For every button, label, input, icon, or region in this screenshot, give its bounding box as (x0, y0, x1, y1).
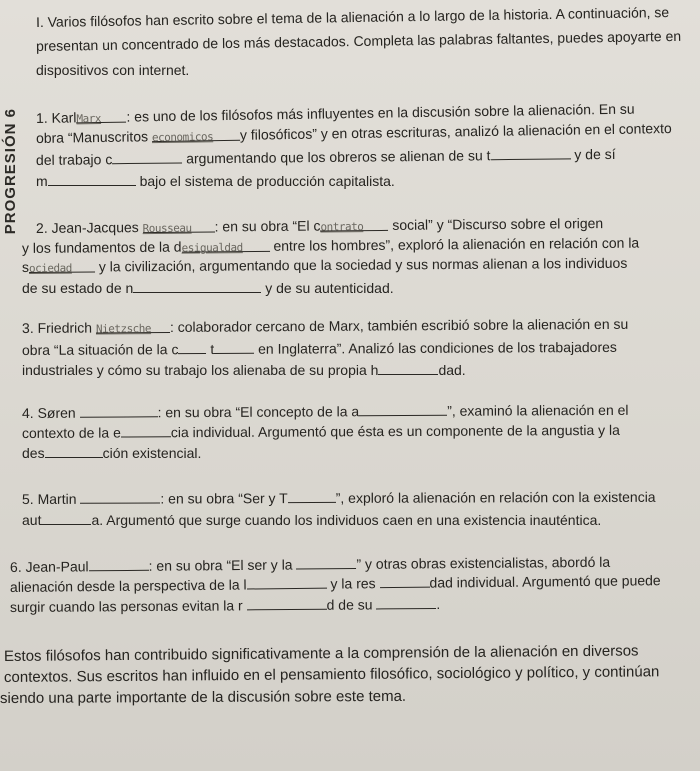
blank-field[interactable] (89, 557, 149, 572)
item-6-line-1: 6. Jean-Paul : en su obra “El ser y la ” y otras obras existencialistas, abordó la (9, 553, 611, 575)
intro-line-1: I. Varios filósofos han escrito sobre el tema de la alienación a lo largo de la historia. A continuación, se (35, 4, 670, 30)
closing-line-3: siendo una parte importante de la discusión sobre este tema. (0, 687, 407, 707)
item-4-line-3: des ción existencial. (22, 445, 202, 461)
item-4-line-2: contexto de la e cia individual. Argumentó que ésta es un componente de la angustia y la (21, 421, 620, 441)
item-3-line-1: 3. Friedrich Nietzsche : colaborador cercano de Marx, también escribió sobre la alienación en su (21, 315, 629, 336)
item-2-line-1: 2. Jean-Jacques Rousseau : en su obra “El contrato social” y “Discurso sobre el origen (35, 215, 604, 236)
item-2-line-2: y los fundamentos de la desigualdad entre los hombres”, exploró la alienación en relación con la (21, 234, 640, 256)
blank-field[interactable] (80, 490, 160, 504)
item-2-line-3: sociedad y la civilización, argumentando que la sociedad y sus normas alienan a los individuos (21, 254, 628, 275)
blank-field[interactable] (296, 555, 356, 570)
blank-field[interactable] (178, 340, 206, 354)
blank-field[interactable] (490, 145, 570, 160)
blank-field[interactable] (45, 444, 103, 458)
blank-field[interactable] (320, 217, 388, 232)
item-4-line-1: 4. Søren : en su obra “El concepto de la a ”, examinó la alienación en el (21, 401, 629, 421)
blank-field[interactable] (41, 511, 91, 525)
handwritten-answer: economicos (151, 130, 214, 145)
item-1-line-1: 1. KarlMarx : es uno de los filósofos más influyentes en la discusión sobre la alienación. En su (35, 100, 635, 126)
blank-field[interactable] (48, 172, 136, 186)
blank-field[interactable] (96, 319, 170, 334)
item-2-line-4: de su estado de n y de su autenticidad. (22, 280, 394, 296)
blank-field[interactable] (181, 238, 269, 253)
handwritten-answer: Marx (76, 111, 102, 126)
blank-field[interactable] (151, 127, 240, 145)
blank-field[interactable] (80, 403, 158, 417)
item-5-line-2: aut a. Argumentó que surge cuando los individuos caen en una existencia inauténtica. (22, 512, 602, 528)
handwritten-answer: Nietzsche (95, 322, 152, 336)
closing-line-2: contextos. Sus escritos han influido en el pensamiento filosófico, sociológico y político, y continúan (3, 663, 660, 686)
item-6-line-3: surgir cuando las personas evitan la r d de su . (9, 595, 441, 615)
blank-field[interactable] (359, 402, 447, 416)
item-1-line-2: obra “Manuscritos economicos y filosóficos” y en otras escrituras, analizó la alienación en el contexto (35, 120, 672, 146)
item-1-line-3: del trabajo c argumentando que los obreros se alienan de su t y de sí (35, 145, 616, 168)
item-6-line-2: alienación desde la perspectiva de la l y la res dad individual. Argumentó que puede (9, 572, 661, 595)
intro-line-2: presentan un concentrado de los más destacados. Completa las palabras faltantes, puedes apoyarte en (35, 27, 682, 54)
handwritten-answer: esigualdad (181, 241, 243, 255)
item-1-line-4: m bajo el sistema de producción capitalista. (36, 173, 395, 189)
section-label: PROGRESIÓN 6 (2, 108, 19, 235)
blank-field[interactable] (379, 574, 429, 589)
blank-field[interactable] (76, 109, 126, 124)
blank-field[interactable] (247, 575, 327, 590)
closing-line-1: Estos filósofos han contribuido significativamente a la comprensión de la alienación en diversos (3, 642, 639, 665)
handwritten-answer: ontrato (320, 220, 364, 234)
blank-field[interactable] (121, 423, 171, 437)
blank-field[interactable] (214, 340, 254, 354)
blank-field[interactable] (28, 258, 95, 275)
blank-field[interactable] (112, 149, 182, 164)
item-3-line-2: obra “La situación de la c t en Inglaterra”. Analizó las condiciones de los trabajadores (21, 338, 617, 358)
intro-line-3: dispositivos con internet. (36, 62, 190, 78)
blank-field[interactable] (247, 596, 327, 611)
blank-field[interactable] (376, 595, 436, 609)
blank-field[interactable] (133, 279, 261, 293)
item-3-line-3: industriales y cómo su trabajo los alienaba de su propia h dad. (22, 362, 466, 378)
blank-field[interactable] (288, 489, 336, 503)
item-5-line-1: 5. Martin : en su obra “Ser y T ”, exploró la alienación en relación con la existencia (21, 488, 656, 507)
blank-field[interactable] (378, 361, 438, 375)
handwritten-answer: ociedad (28, 261, 72, 275)
blank-field[interactable] (142, 218, 215, 236)
handwritten-answer: Rousseau (142, 221, 192, 236)
